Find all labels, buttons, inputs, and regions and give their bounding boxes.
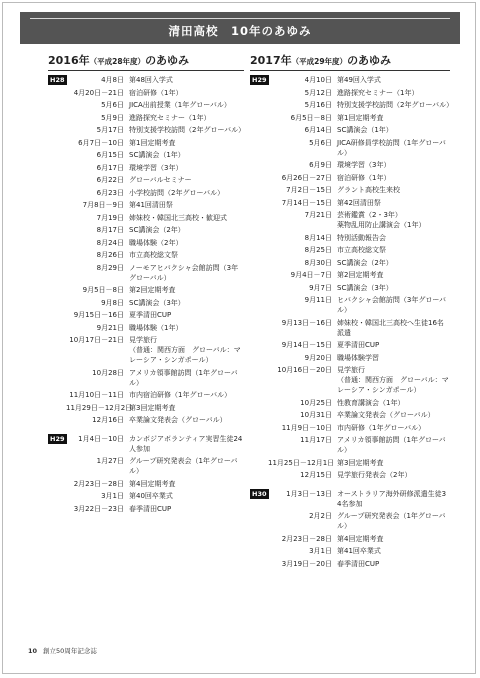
timeline-item: [48, 335, 244, 365]
era-slot: [48, 323, 66, 333]
event-date: 6月17日: [96, 163, 124, 172]
timeline-item: [250, 353, 450, 363]
era-slot: [48, 175, 66, 185]
era-slot: [48, 298, 66, 308]
era-slot: [48, 125, 66, 135]
era-slot: [48, 213, 66, 223]
event-text: 春季清田CUP: [129, 504, 172, 513]
timeline-item: [250, 511, 450, 531]
event-text: 姉妹校・韓国北三高校へ生徒16名派遣: [337, 318, 444, 337]
event-text: 第2回定期考査: [337, 271, 384, 279]
column-title-2016: [48, 54, 244, 71]
event-date: 7月21日: [304, 211, 332, 219]
event-text: 第40回卒業式: [129, 492, 173, 500]
event-date: 9月11日: [304, 296, 332, 304]
timeline-item: [250, 245, 450, 255]
header-band: [20, 12, 460, 44]
timeline-item: [48, 213, 244, 223]
event-text: 第3回定期考査: [337, 458, 384, 467]
column-title-era: （平成29年度）: [291, 57, 348, 66]
event-date: 6月15日: [96, 151, 124, 159]
event-date: 11月17日: [300, 436, 332, 444]
column-title-era: （平成28年度）: [89, 57, 146, 66]
era-slot: [250, 534, 268, 544]
event-text: 市立高校総文祭: [337, 246, 386, 254]
event-text: グループ研究発表会（1年グローバル）: [337, 512, 446, 530]
era-slot: [48, 310, 66, 320]
event-text: 宿泊研修（1年）: [337, 173, 391, 182]
event-text: 見学旅行 （普通：関西方面 グローバル：マレーシア・シンガポール）: [129, 336, 241, 364]
event-text: 第48回入学式: [129, 76, 173, 84]
timeline-item: [48, 298, 244, 308]
event-date: 3月22日－23日: [73, 504, 124, 513]
event-date: 8月25日: [304, 246, 332, 254]
timeline-item: [250, 160, 450, 170]
event-date: 10月28日: [92, 368, 124, 377]
event-date: 8月26日: [96, 251, 124, 259]
timeline-item: [250, 410, 450, 420]
era-slot: [250, 258, 268, 268]
era-slot: [48, 415, 66, 425]
publication-name: 創立50周年記念誌: [43, 647, 97, 655]
era-slot: [48, 188, 66, 198]
event-text: 卒業論文発表会（グローバル）: [337, 411, 435, 419]
event-text: グローバルセミナー: [129, 176, 192, 184]
event-text: グラント高校生来校: [337, 186, 400, 194]
era-slot: [250, 489, 268, 509]
era-slot: [250, 511, 268, 531]
event-date: 1月27日: [96, 457, 124, 465]
timeline-item: [250, 489, 450, 509]
timeline-item: [48, 491, 244, 501]
event-date: 1月3日－13日: [286, 489, 332, 498]
event-text: 姉妹校・韓国北三高校・歓迎式: [129, 213, 227, 222]
era-slot: [48, 163, 66, 173]
timeline-item: [48, 88, 244, 98]
timeline-item: [48, 323, 244, 333]
era-slot: [48, 250, 66, 260]
era-slot: [250, 435, 268, 455]
timeline-item: [250, 423, 450, 433]
era-slot: [250, 233, 268, 243]
timeline-item: [48, 238, 244, 248]
timeline-list: [48, 75, 244, 514]
era-slot: [250, 353, 268, 363]
event-text: 市内研修（1年グローバル）: [337, 423, 426, 432]
timeline-item: [250, 113, 450, 123]
era-slot: [48, 138, 66, 148]
timeline-item: [48, 113, 244, 123]
event-date: 7月2日－15日: [286, 186, 332, 194]
event-date: 5月6日: [309, 138, 332, 147]
event-date: 1月4日－10日: [78, 434, 124, 443]
event-text: 卒業論文発表会（グローバル）: [129, 416, 227, 424]
era-slot: [250, 423, 268, 433]
era-slot: [250, 470, 268, 480]
event-text: SC講演会（1年）: [129, 151, 185, 159]
event-date: 9月5日－8日: [82, 286, 124, 294]
era-slot: [250, 559, 268, 569]
event-text: 市立高校総文祭: [129, 251, 178, 259]
timeline-item: [48, 250, 244, 260]
timeline-item: [250, 125, 450, 135]
era-slot: [250, 185, 268, 195]
event-date: 8月30日: [304, 258, 332, 267]
event-date: 6月9日: [309, 161, 332, 169]
timeline-item: [250, 270, 450, 280]
event-date: 5月16日: [304, 101, 332, 109]
era-slot: [48, 88, 66, 98]
event-text: アメリカ領事館訪問（1年グローバル）: [129, 368, 238, 387]
era-badge: H29: [252, 76, 267, 84]
event-date: 9月7日: [309, 283, 332, 292]
era-slot: [250, 88, 268, 98]
era-badge: H28: [50, 76, 65, 84]
era-slot: [48, 479, 66, 489]
era-badge: H30: [252, 489, 267, 498]
era-slot: [48, 390, 66, 400]
timeline-item: [48, 415, 244, 425]
event-text: グループ研究発表会（1年グローバル）: [129, 457, 238, 475]
event-date: 3月19日－20日: [281, 559, 332, 568]
event-text: SC講演会（2年）: [129, 226, 185, 234]
event-date: 2月2日: [309, 512, 332, 520]
era-slot: [250, 138, 268, 158]
event-text: SC講演会（2年）: [337, 258, 393, 267]
timeline-item: [250, 258, 450, 268]
timeline-item: [48, 504, 244, 514]
event-text: 宿泊研修（1年）: [129, 88, 183, 97]
event-date: 4月10日: [304, 76, 332, 84]
era-slot: [250, 160, 268, 170]
timeline-item: [48, 200, 244, 210]
era-slot: [48, 225, 66, 235]
page-number: 10: [28, 647, 38, 655]
event-date: 11月9日－10日: [281, 423, 332, 432]
event-date: 3月1日: [309, 547, 332, 555]
page-footer: [28, 646, 97, 655]
timeline-item: [48, 125, 244, 135]
event-text: 特別支援学校訪問（2年グローバル）: [337, 101, 454, 109]
timeline-2016: [48, 54, 244, 516]
era-slot: [48, 368, 66, 388]
timeline-item: [48, 225, 244, 235]
era-slot: [48, 75, 66, 85]
event-text: 性教育講演会（1年）: [337, 398, 405, 407]
era-slot: [250, 398, 268, 408]
event-text: JICA出前授業（1年グローバル）: [129, 101, 231, 109]
event-text: アメリカ領事館訪問（1年グローバル）: [337, 436, 446, 454]
timeline-item: [48, 403, 244, 413]
timeline-item: [250, 318, 450, 338]
event-date: 9月14日－15日: [281, 341, 332, 349]
era-slot: [250, 198, 268, 208]
era-slot: [48, 456, 66, 476]
era-slot: [48, 491, 66, 501]
event-text: 環境学習（3年）: [129, 163, 183, 172]
event-date: 5月9日: [101, 113, 124, 122]
era-slot: [250, 546, 268, 556]
event-text: JICA研修員学校訪問（1年グローバル）: [337, 138, 446, 157]
timeline-item: [250, 398, 450, 408]
era-slot: [48, 150, 66, 160]
event-text: 春季清田CUP: [337, 559, 380, 568]
event-text: 第4回定期考査: [337, 534, 384, 543]
timeline-item: [250, 75, 450, 85]
era-slot: [48, 504, 66, 514]
era-slot: [250, 210, 268, 230]
page-title: 清田高校 10年のあゆみ: [168, 24, 312, 38]
timeline-item: [250, 470, 450, 480]
event-date: 9月20日: [304, 353, 332, 362]
event-date: 6月26日－27日: [281, 173, 332, 182]
event-text: 第2回定期考査: [129, 286, 176, 294]
event-date: 7月14日－15日: [281, 198, 332, 207]
event-text: 職場体験（1年）: [129, 323, 183, 332]
era-slot: [250, 173, 268, 183]
era-slot: [48, 200, 66, 210]
era-slot: [250, 340, 268, 350]
timeline-item: [250, 100, 454, 110]
event-date: 8月17日: [96, 226, 124, 234]
event-text: 第4回定期考査: [129, 479, 176, 488]
timeline-item: [250, 198, 450, 208]
event-date: 10月25日: [300, 398, 332, 407]
event-text: 第1回定期考査: [129, 138, 176, 147]
event-text: 進路探究セミナー（1年）: [129, 113, 211, 122]
event-text: SC講演会（1年）: [337, 126, 393, 134]
timeline-2017: [250, 54, 454, 571]
era-slot: [250, 125, 268, 135]
timeline-item: [250, 340, 450, 350]
event-text: 職場体験（2年）: [129, 238, 183, 247]
era-slot: [48, 113, 66, 123]
era-slot: [250, 410, 268, 420]
timeline-item: [48, 138, 244, 148]
event-date: 9月15日－16日: [73, 311, 124, 319]
event-date: 2月23日－28日: [73, 479, 124, 488]
event-text: ノーモアヒバクシャ会館訪問（3年グローバル）: [129, 263, 239, 282]
timeline-item: [48, 188, 244, 198]
event-text: オーストラリア海外研修派遣生徒34名参加: [337, 489, 447, 508]
event-date: 9月8日: [101, 298, 124, 307]
header-rule: [30, 18, 450, 19]
era-slot: [250, 318, 268, 338]
timeline-item: [250, 546, 450, 556]
event-date: 6月23日: [96, 188, 124, 197]
event-date: 3月1日: [101, 492, 124, 500]
timeline-item: [250, 295, 450, 315]
event-text: 見学旅行 （普通：関西方面 グローバル：マレーシア・シンガポール）: [337, 366, 449, 394]
era-slot: [48, 285, 66, 295]
event-text: 芸術鑑賞（2・3年） 薬物乱用防止講演会（1年）: [337, 211, 426, 229]
timeline-item: [48, 263, 244, 283]
event-text: 第41回卒業式: [337, 547, 381, 555]
event-text: 特別支援学校訪問（2年グローバル）: [129, 126, 246, 134]
era-slot: [250, 283, 268, 293]
event-date: 5月12日: [304, 88, 332, 97]
event-text: 市内宿泊研修（1年グローバル）: [129, 391, 232, 399]
event-date: 11月10日－11日: [69, 391, 124, 399]
event-date: 7月19日: [96, 213, 124, 222]
era-slot: [250, 113, 268, 123]
event-text: 第1回定期考査: [337, 113, 384, 122]
event-date: 12月16日: [92, 416, 124, 424]
event-date: 9月21日: [96, 323, 124, 332]
event-text: 小学校訪問（2年グローバル）: [129, 188, 225, 197]
timeline-item: [250, 88, 450, 98]
timeline-item: [48, 285, 244, 295]
event-date: 4月20日－21日: [73, 88, 124, 97]
timeline-list: [250, 75, 454, 569]
timeline-item: [250, 173, 450, 183]
event-text: 夏季清田CUP: [337, 341, 380, 349]
event-date: 10月16日－20日: [277, 366, 332, 374]
event-date: 11月29日－12月2日: [66, 403, 133, 412]
event-date: 8月14日: [304, 233, 332, 242]
era-slot: [250, 245, 268, 255]
timeline-item: [250, 210, 450, 230]
timeline-item: [250, 233, 450, 243]
era-badge: H29: [50, 434, 65, 443]
event-date: 5月17日: [96, 126, 124, 134]
timeline-item: [48, 479, 244, 489]
timeline-item: [48, 456, 244, 476]
era-slot: [250, 100, 268, 110]
event-text: ヒバクシャ会館訪問（3年グローバル）: [337, 296, 446, 314]
timeline-item: [48, 100, 244, 110]
column-title-year: 2017年: [250, 54, 292, 67]
event-date: 9月4日－7日: [290, 271, 332, 279]
column-title-year: 2016年: [48, 54, 90, 67]
event-date: 9月13日－16日: [281, 318, 332, 327]
event-date: 6月5日－8日: [290, 113, 332, 122]
column-title-suffix: のあゆみ: [347, 54, 392, 67]
event-text: 第49回入学式: [337, 76, 381, 84]
event-date: 2月23日－28日: [281, 534, 332, 543]
era-slot: [48, 100, 66, 110]
timeline-item: [48, 163, 244, 173]
era-slot: [250, 295, 268, 315]
event-text: 第42回清田祭: [337, 198, 381, 207]
event-date: 6月7日－10日: [78, 138, 124, 147]
timeline-item: [48, 310, 244, 320]
event-text: カンボジアボランティア実習生徒24人参加: [129, 434, 243, 453]
timeline-item: [48, 175, 244, 185]
column-title-suffix: のあゆみ: [145, 54, 190, 67]
timeline-item: [250, 458, 450, 468]
event-text: 職場体験学習: [337, 353, 379, 362]
event-date: 8月29日: [96, 263, 124, 272]
era-slot: [250, 75, 268, 85]
event-date: 4月8日: [101, 76, 124, 84]
era-slot: [48, 238, 66, 248]
event-text: 進路探究セミナー（1年）: [337, 88, 419, 97]
era-slot: [48, 434, 66, 454]
event-text: 特別活動報告会: [337, 233, 386, 242]
event-date: 12月15日: [300, 471, 332, 479]
event-date: 6月14日: [304, 126, 332, 134]
era-slot: [48, 335, 66, 365]
timeline-item: [250, 559, 450, 569]
timeline-item: [48, 434, 244, 454]
timeline-item: [250, 283, 450, 293]
timeline-item: [250, 365, 450, 395]
event-text: SC講演会（3年）: [337, 283, 393, 292]
event-date: 8月24日: [96, 238, 124, 247]
timeline-item: [48, 75, 244, 85]
event-date: 6月22日: [96, 176, 124, 184]
event-text: 環境学習（3年）: [337, 161, 391, 169]
timeline-item: [250, 435, 450, 455]
timeline-item: [48, 390, 244, 400]
timeline-item: [250, 185, 450, 195]
timeline-item: [250, 138, 450, 158]
event-date: 5月6日: [101, 101, 124, 109]
event-text: SC講演会（3年）: [129, 298, 185, 307]
event-date: 7月8日－9日: [82, 201, 124, 209]
event-date: 11月25日－12月1日: [268, 458, 335, 467]
era-slot: [48, 263, 66, 283]
era-slot: [250, 270, 268, 280]
era-slot: [48, 403, 66, 413]
event-date: 10月31日: [300, 411, 332, 419]
event-text: 第41回清田祭: [129, 201, 173, 209]
column-title-2017: [250, 54, 450, 71]
era-slot: [250, 365, 268, 395]
timeline-item: [48, 150, 244, 160]
timeline-item: [48, 368, 244, 388]
era-slot: [250, 458, 268, 468]
timeline-item: [250, 534, 450, 544]
event-text: 見学旅行発表会（2年）: [337, 471, 412, 479]
event-text: 夏季清田CUP: [129, 311, 172, 319]
event-date: 10月17日－21日: [69, 336, 124, 344]
event-text: 第3回定期考査: [129, 403, 176, 412]
